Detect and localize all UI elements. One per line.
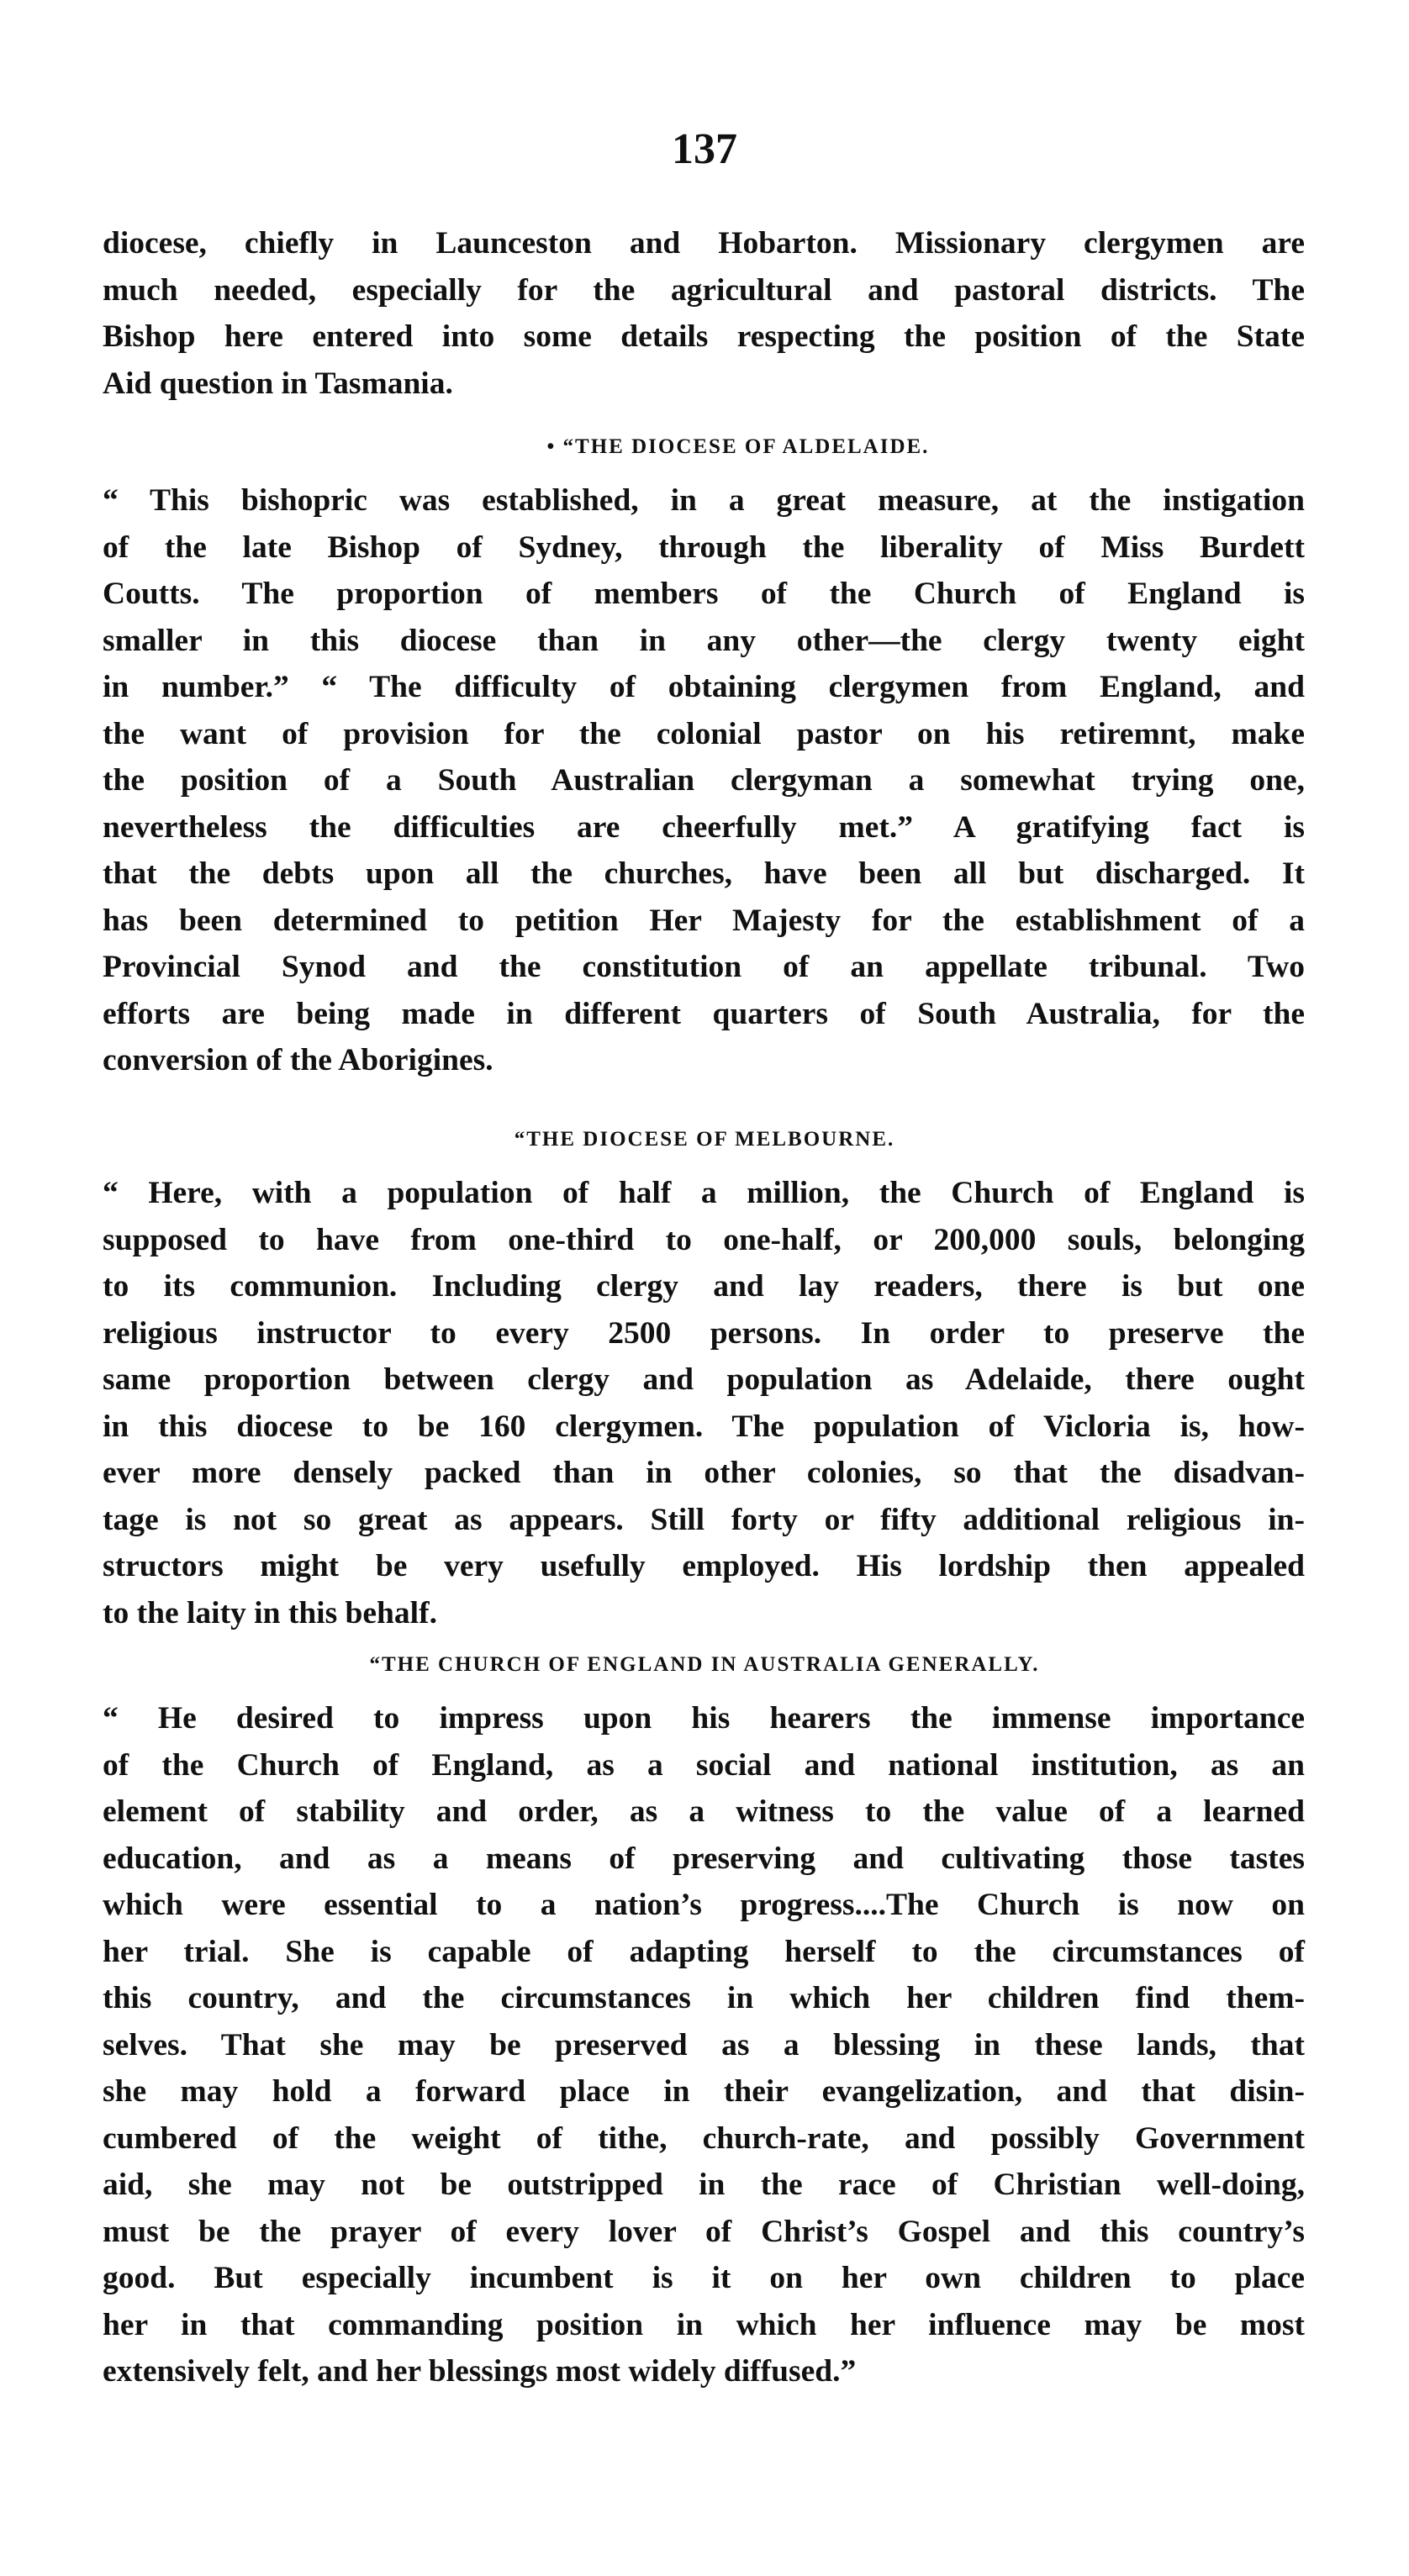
text-line: supposed to have from one-third to one-half, or 200,000 souls, belonging [103, 1222, 1305, 1257]
text-line: aid, she may not be outstripped in the race of Christian well-doing, [103, 2168, 1305, 2202]
page-number: 137 [672, 125, 737, 173]
text-line: her trial. She is capable of adapting herself to the circumstances of [103, 1934, 1305, 1969]
text-line: “ This bishopric was established, in a great measure, at the instigation [103, 483, 1305, 518]
text-line: that the debts upon all the churches, have been all but discharged. It [103, 856, 1305, 891]
text-line: much needed, especially for the agricultural and pastoral districts. The [103, 272, 1305, 308]
text-line: conversion of the Aborigines. [103, 1043, 493, 1077]
text-line: ever more densely packed than in other colonies, so that the disadvan- [103, 1456, 1305, 1490]
text-line: nevertheless the difficulties are cheerfully met.” A gratifying fact is [103, 809, 1305, 845]
section-heading-australia-generally: “THE CHURCH OF ENGLAND IN AUSTRALIA GENERALLY. [369, 1653, 1040, 1676]
text-line: to the laity in this behalf. [103, 1595, 437, 1630]
text-line: education, and as a means of preserving and cultivating those tastes [103, 1841, 1305, 1876]
section-heading-melbourne: “THE DIOCESE OF MELBOURNE. [514, 1128, 895, 1151]
text-line: extensively felt, and her blessings most widely diffused.” [103, 2354, 857, 2389]
text-line: of the late Bishop of Sydney, through the liberality of Miss Burdett [103, 529, 1305, 565]
text-line: cumbered of the weight of tithe, church-rate, and possibly Government [103, 2120, 1305, 2156]
text-line: in number.” “ The difficulty of obtaining clergymen from England, and [103, 670, 1305, 704]
text-line: in this diocese to be 160 clergymen. The population of Vicloria is, how- [103, 1409, 1305, 1444]
text-line: Bishop here entered into some details respecting the position of the State [103, 319, 1305, 354]
text-line: which were essential to a nation’s progress....The Church is now on [103, 1888, 1305, 1922]
paragraph-adelaide [103, 477, 1305, 1084]
paragraph-melbourne [103, 1170, 1305, 1636]
text-line: selves. That she may be preserved as a blessing in these lands, that [103, 2027, 1305, 2062]
paragraph-tasmania [103, 220, 1305, 407]
text-line: smaller in this diocese than in any other—the clergy twenty eight [103, 623, 1305, 658]
text-line: her in that commanding position in which her influence may be most [103, 2307, 1305, 2342]
text-line: diocese, chiefly in Launceston and Hobarton. Missionary clergymen are [103, 226, 1305, 261]
text-line: of the Church of England, as a social and national institution, as an [103, 1747, 1305, 1783]
text-line: efforts are being made in different quarters of South Australia, for the [103, 996, 1305, 1031]
section-heading-adelaide: • “THE DIOCESE OF ALDELAIDE. [546, 435, 930, 458]
text-line: must be the prayer of every lover of Christ’s Gospel and this country’s [103, 2214, 1305, 2249]
text-line: tage is not so great as appears. Still forty or fifty additional religious in- [103, 1502, 1305, 1537]
text-line: the position of a South Australian clergyman a somewhat trying one, [103, 763, 1305, 798]
text-line: this country, and the circumstances in which her children find them- [103, 1981, 1305, 2015]
text-line: to its communion. Including clergy and lay readers, there is but one [103, 1269, 1305, 1304]
text-line: same proportion between clergy and population as Adelaide, there ought [103, 1362, 1305, 1397]
text-line: Aid question in Tasmania. [103, 366, 453, 401]
text-line: she may hold a forward place in their evangelization, and that disin- [103, 2074, 1305, 2109]
text-line: the want of provision for the colonial pastor on his retiremnt, make [103, 716, 1305, 751]
text-line: Coutts. The proportion of members of the Church of England is [103, 577, 1305, 611]
text-line: has been determined to petition Her Majesty for the establishment of a [103, 903, 1305, 938]
text-line: structors might be very usefully employed. His lordship then appealed [103, 1549, 1305, 1583]
text-line: good. But especially incumbent is it on her own children to place [103, 2261, 1305, 2295]
text-line: Provincial Synod and the constitution of an appellate tribunal. Two [103, 950, 1305, 984]
text-line: religious instructor to every 2500 persons. In order to preserve the [103, 1315, 1305, 1351]
paragraph-church-generally [103, 1695, 1305, 2395]
text-line: element of stability and order, as a witness to the value of a learned [103, 1794, 1305, 1829]
text-line: “ Here, with a population of half a million, the Church of England is [103, 1176, 1305, 1210]
text-line: “ He desired to impress upon his hearers the immense importance [103, 1701, 1305, 1736]
